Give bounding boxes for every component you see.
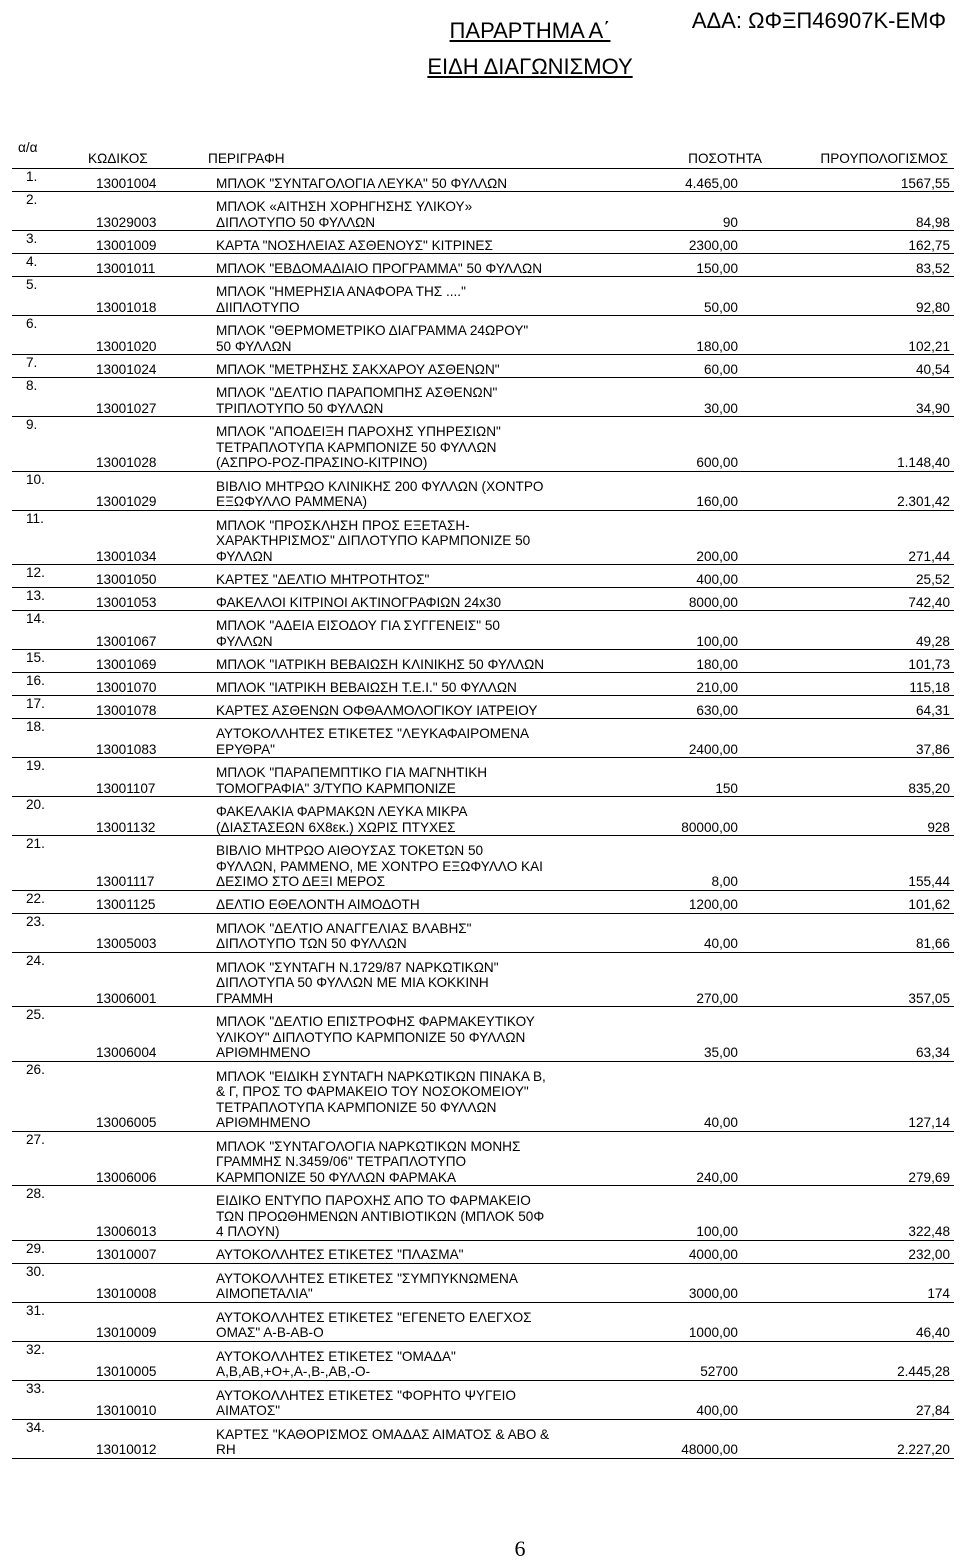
table-row: [12, 1302, 954, 1341]
item-code: 13029003: [96, 214, 157, 230]
item-budget: 115,18: [909, 679, 950, 695]
description-line: ΦΥΛΛΩΝ: [216, 548, 273, 564]
annex-title: ΠΑΡΑΡΤΗΜΑ Α΄: [449, 18, 611, 43]
table-row: [12, 1341, 954, 1380]
description-line: ΓΡΑΜΜΗΣ Ν.3459/06" ΤΕΤΡΑΠΛΟΤΥΠΟ: [216, 1154, 467, 1169]
item-description: [206, 355, 632, 378]
item-budget: 84,98: [915, 214, 950, 230]
description-line: ΜΠΛΟΚ "ΔΕΛΤΙΟ ΑΝΑΓΓΕΛΙΑΣ ΒΛΑΒΗΣ": [216, 920, 472, 936]
page-number: 6: [514, 1536, 526, 1561]
description-line: ΒΙΒΛΙΟ ΜΗΤΡΩΟ ΚΛΙΝΙΚΗΣ 200 ΦΥΛΛΩΝ (ΧΟΝΤΡΟ: [216, 478, 544, 494]
table-row: [12, 254, 954, 277]
item-quantity: 150: [715, 780, 738, 796]
item-description: [206, 1263, 632, 1302]
description-line: ΑΙΜΟΠΕΤΑΛΙΑ": [216, 1286, 313, 1301]
item-quantity: 4.465,00: [685, 175, 738, 191]
item-description: [206, 797, 632, 836]
description-line: ΦΥΛΛΩΝ, ΡΑΜΜΕΝΟ, ΜΕ ΧΟΝΤΡΟ ΕΞΩΦΥΛΛΟ ΚΑΙ: [216, 858, 543, 874]
item-budget: 101,62: [908, 897, 950, 912]
description-line: ΜΠΛΟΚ "ΙΑΤΡΙΚΗ ΒΕΒΑΙΩΣΗ Τ.Ε.Ι." 50 ΦΥΛΛΩΝ: [216, 679, 517, 695]
item-quantity: 210,00: [696, 679, 738, 695]
description-line: (ΔΙΑΣΤΑΣΕΩΝ 6Χ8εκ.) ΧΩΡΙΣ ΠΤΥΧΕΣ: [216, 819, 456, 835]
table-row: [12, 231, 954, 254]
item-quantity: 270,00: [696, 990, 738, 1006]
item-description: [206, 952, 632, 1007]
item-quantity: 100,00: [696, 633, 738, 649]
item-quantity: 240,00: [696, 1169, 738, 1185]
item-code: 13001024: [96, 361, 157, 377]
item-code: 13001028: [96, 455, 157, 470]
item-budget: 64,31: [915, 702, 950, 718]
description-line: ΜΠΛΟΚ "ΠΑΡΑΠΕΜΠΤΙΚΟ ΓΙΑ ΜΑΓΝΗΤΙΚΗ: [216, 765, 488, 780]
description-line: ΕΞΩΦΥΛΛΟ ΡΑΜΜΕΝΑ): [216, 494, 368, 509]
row-number: 24.: [26, 952, 45, 968]
item-budget: 46,40: [915, 1325, 950, 1340]
item-quantity: 200,00: [696, 548, 738, 564]
description-line: ΜΠΛΟΚ "ΕΒΔΟΜΑΔΙΑΙΟ ΠΡΟΓΡΑΜΜΑ" 50 ΦΥΛΛΩΝ: [216, 260, 543, 276]
item-budget: 40,54: [915, 361, 950, 377]
table-row: [12, 277, 954, 316]
description-line: ΦΑΚΕΛΑΚΙΑ ΦΑΡΜΑΚΩΝ ΛΕΥΚΑ ΜΙΚΡΑ: [216, 804, 468, 819]
row-number: 5.: [26, 277, 38, 292]
item-budget: 155,44: [908, 874, 950, 889]
table-row: [12, 1263, 954, 1302]
row-number: 14.: [26, 611, 45, 626]
item-budget: 322,48: [908, 1224, 950, 1239]
description-line: ΑΡΙΘΜΗΜΕΝΟ: [216, 1045, 311, 1060]
table-row: [12, 1380, 954, 1419]
table-row: [12, 673, 954, 696]
item-code: 13001107: [96, 780, 156, 796]
description-line: ΚΑΡΤΑ "ΝΟΣΗΛΕΙΑΣ ΑΣΘΕΝΟΥΣ" ΚΙΤΡΙΝΕΣ: [216, 237, 493, 253]
item-budget: 1.148,40: [897, 455, 950, 470]
description-line: Α,Β,ΑΒ,+Ο+,Α-,Β-,ΑΒ,-Ο-: [216, 1364, 371, 1379]
item-description: [206, 192, 632, 231]
row-number: 32.: [26, 1341, 45, 1357]
item-description: [206, 1302, 632, 1341]
row-number: 15.: [26, 650, 45, 665]
description-line: ΑΡΙΘΜΗΜΕΝΟ: [216, 1115, 311, 1130]
row-number: 20.: [26, 797, 45, 812]
item-code: 13001027: [96, 400, 157, 416]
row-number: 30.: [26, 1263, 45, 1279]
table-row: [12, 471, 954, 510]
item-description: [206, 1380, 632, 1419]
item-description: [206, 169, 632, 192]
item-description: [206, 231, 632, 254]
item-budget: 34,90: [915, 400, 950, 416]
item-code: 13001011: [96, 260, 156, 276]
description-line: ΤΡΙΠΛΟΤΥΠΟ 50 ΦΥΛΛΩΝ: [216, 400, 384, 416]
table-row: [12, 1007, 954, 1062]
row-number: 12.: [26, 565, 45, 580]
col-header-aa: α/α: [18, 140, 38, 155]
item-quantity: 52700: [700, 1364, 738, 1379]
description-line: ΔΙΠΛΟΤΥΠΟ ΤΩΝ 50 ΦΥΛΛΩΝ: [216, 936, 407, 951]
description-line: ΑΥΤΟΚΟΛΛΗΤΕΣ ΕΤΙΚΕΤΕΣ "ΛΕΥΚΑΦΑΙΡΟΜΕΝΑ: [216, 726, 530, 741]
table-row: [12, 913, 954, 952]
item-budget: 2.445,28: [897, 1364, 950, 1379]
item-budget: 174: [927, 1286, 950, 1301]
item-description: [206, 890, 632, 913]
row-number: 11.: [26, 510, 44, 526]
description-line: ΕΡΥΘΡΑ": [216, 741, 275, 757]
description-line: (ΑΣΠΡΟ-ΡΟΖ-ΠΡΑΣΙΝΟ-ΚΙΤΡΙΝΟ): [216, 455, 428, 470]
table-row: [12, 565, 954, 588]
item-description: [206, 1341, 632, 1380]
table-row: [12, 797, 954, 836]
description-line: ΧΑΡΑΚΤΗΡΙΣΜΟΣ" ΔΙΠΛΟΤΥΠΟ ΚΑΡΜΠΟΝΙΖΕ 50: [216, 533, 531, 548]
row-number: 6.: [26, 316, 38, 331]
row-number: 10.: [26, 471, 45, 487]
item-quantity: 600,00: [696, 455, 738, 470]
description-line: ΑΥΤΟΚΟΛΛΗΤΕΣ ΕΤΙΚΕΤΕΣ "ΣΥΜΠΥΚΝΩΜΕΝΑ: [216, 1270, 518, 1286]
item-quantity: 400,00: [696, 571, 738, 587]
description-line: ΜΠΛΟΚ "ΣΥΝΤΑΓΗ Ν.1729/87 ΝΑΡΚΩΤΙΚΩΝ": [216, 959, 499, 975]
description-line: ΜΠΛΟΚ "ΗΜΕΡΗΣΙΑ ΑΝΑΦΟΡΑ ΤΗΣ ....": [216, 284, 466, 299]
table-row: [12, 890, 954, 913]
description-line: ΕΙΔΙΚΟ ΕΝΤΥΠΟ ΠΑΡΟΧΗΣ ΑΠΟ ΤΟ ΦΑΡΜΑΚΕΙΟ: [216, 1193, 531, 1208]
item-budget: 81,66: [915, 936, 950, 951]
item-code: 13001069: [96, 656, 157, 672]
item-description: [206, 673, 632, 696]
item-quantity: 150,00: [696, 260, 738, 276]
item-quantity: 40,00: [703, 1115, 738, 1130]
item-quantity: 400,00: [696, 1403, 738, 1418]
item-description: [206, 1419, 632, 1458]
description-line: ΔΕΛΤΙΟ ΕΘΕΛΟΝΤΗ ΑΙΜΟΔΟΤΗ: [216, 897, 420, 912]
item-code: 13001125: [96, 897, 156, 912]
col-header-quantity: ΠΟΣΟΤΗΤΑ: [688, 150, 762, 166]
item-code: 13001070: [96, 679, 157, 695]
row-number: 2.: [26, 192, 38, 207]
item-code: 13010010: [96, 1403, 157, 1418]
item-budget: 279,69: [908, 1169, 950, 1185]
row-number: 19.: [26, 758, 45, 773]
item-description: [206, 611, 632, 650]
table-row: [12, 1131, 954, 1186]
item-budget: 27,84: [915, 1403, 950, 1418]
item-description: [206, 1186, 632, 1241]
row-number: 27.: [26, 1131, 45, 1147]
row-number: 22.: [26, 890, 45, 906]
item-description: [206, 471, 632, 510]
item-description: [206, 1007, 632, 1062]
description-line: ΓΡΑΜΜΗ: [216, 990, 274, 1006]
item-budget: 25,52: [915, 571, 950, 587]
ada-code: ΑΔΑ: ΩΦΞΠ46907Κ-ΕΜΦ: [691, 8, 946, 33]
row-number: 8.: [26, 378, 38, 393]
item-quantity: 180,00: [696, 656, 738, 672]
row-number: 16.: [26, 673, 45, 688]
item-quantity: 180,00: [696, 338, 738, 354]
item-description: [206, 1240, 632, 1263]
description-line: ΦΑΚΕΛΛΟΙ ΚΙΤΡΙΝΟΙ ΑΚΤΙΝΟΓΡΑΦΙΩΝ 24x30: [216, 594, 502, 610]
item-description: [206, 696, 632, 719]
row-number: 23.: [26, 913, 45, 929]
table-row: [12, 378, 954, 417]
description-line: ΑΥΤΟΚΟΛΛΗΤΕΣ ΕΤΙΚΕΤΕΣ "ΠΛΑΣΜΑ": [216, 1247, 464, 1262]
item-code: 13001004: [96, 175, 157, 191]
description-line: ΔΕΣΙΜΟ ΣΤΟ ΔΕΞΙ ΜΕΡΟΣ: [216, 874, 386, 889]
table-row: [12, 192, 954, 231]
row-number: 18.: [26, 719, 45, 734]
item-quantity: 4000,00: [688, 1247, 738, 1262]
description-line: ΦΥΛΛΩΝ: [216, 633, 273, 649]
table-row: [12, 169, 954, 192]
item-code: 13001132: [96, 819, 156, 835]
item-description: [206, 1061, 632, 1131]
table-row: [12, 588, 954, 611]
description-line: ΤΕΤΡΑΠΛΟΤΥΠΑ ΚΑΡΜΠΟΝΙΖΕ 50 ΦΥΛΛΩΝ: [216, 1099, 497, 1115]
item-code: 13010007: [96, 1247, 157, 1262]
table-row: [12, 316, 954, 355]
table-header-row: [12, 138, 954, 169]
item-code: 13001020: [96, 338, 157, 354]
item-code: 13001078: [96, 702, 157, 718]
item-budget: 83,52: [915, 260, 950, 276]
description-line: ΜΠΛΟΚ "ΣΥΝΤΑΓΟΛΟΓΙΑ ΝΑΡΚΩΤΙΚΩΝ ΜΟΝΗΣ: [216, 1138, 521, 1154]
table-row: [12, 1240, 954, 1263]
description-line: ΜΠΛΟΚ "ΜΕΤΡΗΣΗΣ ΣΑΚΧΑΡΟΥ ΑΣΘΕΝΩΝ": [216, 361, 500, 377]
item-description: [206, 316, 632, 355]
item-budget: 102,21: [908, 338, 950, 354]
description-line: ΔΙΙΠΛΟΤΥΠΟ: [216, 299, 300, 315]
description-line: ΜΠΛΟΚ "ΘΕΡΜΟΜΕΤΡΙΚΟ ΔΙΑΓΡΑΜΜΑ 24ΩΡΟΥ": [216, 323, 529, 338]
table-row: [12, 611, 954, 650]
item-budget: 1567,55: [900, 175, 950, 191]
description-line: ΜΠΛΟΚ "ΣΥΝΤΑΓΟΛΟΓΙΑ ΛΕΥΚΑ" 50 ΦΥΛΛΩΝ: [216, 175, 508, 191]
item-quantity: 160,00: [696, 494, 738, 509]
description-line: ΜΠΛΟΚ "ΙΑΤΡΙΚΗ ΒΕΒΑΙΩΣΗ ΚΛΙΝΙΚΗΣ 50 ΦΥΛΛΩΝ: [216, 656, 545, 672]
row-number: 9.: [26, 417, 38, 432]
description-line: 50 ΦΥΛΛΩΝ: [216, 338, 292, 354]
row-number: 25.: [26, 1007, 45, 1022]
col-header-budget: ΠΡΟΥΠΟΛΟΓΙΣΜΟΣ: [820, 150, 948, 166]
item-code: 13010005: [96, 1364, 157, 1379]
table-row: [12, 696, 954, 719]
item-description: [206, 510, 632, 565]
table-row: [12, 417, 954, 472]
row-number: 7.: [26, 355, 38, 370]
row-number: 31.: [26, 1302, 45, 1318]
row-number: 33.: [26, 1380, 45, 1396]
item-budget: 37,86: [915, 741, 950, 757]
item-quantity: 100,00: [696, 1224, 738, 1239]
description-line: ΜΠΛΟΚ "ΑΔΕΙΑ ΕΙΣΟΔΟΥ ΓΙΑ ΣΥΓΓΕΝΕΙΣ" 50: [216, 618, 500, 633]
table-row: [12, 355, 954, 378]
item-budget: 63,34: [915, 1045, 950, 1060]
item-budget: 232,00: [908, 1247, 950, 1262]
description-line: ΚΑΡΜΠΟΝΙΖΕ 50 ΦΥΛΛΩΝ ΦΑΡΜΑΚΑ: [216, 1169, 457, 1185]
item-budget: 49,28: [915, 633, 950, 649]
item-quantity: 8000,00: [688, 594, 738, 610]
item-code: 13005003: [96, 936, 157, 951]
description-line: ΤΩΝ ΠΡΟΩΘΗΜΕΝΩΝ ΑΝΤΙΒΙΟΤΙΚΩΝ (ΜΠΛΟΚ 50Φ: [216, 1208, 545, 1224]
item-quantity: 40,00: [703, 936, 738, 951]
description-line: ΚΑΡΤΕΣ ΑΣΘΕΝΩΝ ΟΦΘΑΛΜΟΛΟΓΙΚΟΥ ΙΑΤΡΕΙΟΥ: [216, 702, 538, 718]
item-description: [206, 650, 632, 673]
description-line: ΔΙΠΛΟΤΥΠΟ 50 ΦΥΛΛΩΝ: [216, 214, 376, 230]
description-line: ΚΑΡΤΕΣ "ΚΑΘΟΡΙΣΜΟΣ ΟΜΑΔΑΣ ΑΙΜΑΤΟΣ & ΑΒΟ &: [216, 1426, 550, 1442]
item-description: [206, 758, 632, 797]
item-budget: 92,80: [915, 299, 950, 315]
item-description: [206, 836, 632, 891]
item-code: 13006005: [96, 1115, 157, 1130]
item-quantity: 2300,00: [688, 237, 738, 253]
items-table: [12, 138, 954, 1459]
item-code: 13010009: [96, 1325, 157, 1340]
item-description: [206, 378, 632, 417]
item-code: 13006006: [96, 1169, 157, 1185]
item-code: 13001029: [96, 494, 157, 509]
annex-subtitle: ΕΙΔΗ ΔΙΑΓΩΝΙΣΜΟΥ: [427, 54, 633, 79]
description-line: 4 ΠΛΟΥΝ): [216, 1224, 280, 1239]
row-number: 3.: [26, 231, 38, 246]
item-description: [206, 588, 632, 611]
item-code: 13001117: [96, 874, 155, 889]
item-code: 13001018: [96, 299, 157, 315]
item-quantity: 30,00: [703, 400, 738, 416]
table-row: [12, 836, 954, 891]
description-line: ΑΙΜΑΤΟΣ": [216, 1403, 281, 1418]
item-quantity: 2400,00: [688, 741, 738, 757]
description-line: ΥΛΙΚΟΥ" ΔΙΠΛΟΤΥΠΟ ΚΑΡΜΠΟΝΙΖΕ 50 ΦΥΛΛΩΝ: [216, 1029, 526, 1045]
description-line: & Γ, ΠΡΟΣ ΤΟ ΦΑΡΜΑΚΕΙΟ ΤΟΥ ΝΟΣΟΚΟΜΕΙΟΥ": [216, 1084, 529, 1099]
item-code: 13001009: [96, 237, 157, 253]
row-number: 1.: [26, 169, 38, 184]
item-quantity: 8,00: [711, 874, 738, 889]
item-code: 13001050: [96, 571, 157, 587]
description-line: ΜΠΛΟΚ "ΠΡΟΣΚΛΗΣΗ ΠΡΟΣ ΕΞΕΤΑΣΗ-: [216, 517, 470, 533]
item-code: 13006001: [96, 990, 157, 1006]
item-code: 13001034: [96, 548, 157, 564]
item-quantity: 48000,00: [681, 1442, 738, 1457]
description-line: ΜΠΛΟΚ "ΕΙΔΙΚΗ ΣΥΝΤΑΓΗ ΝΑΡΚΩΤΙΚΩΝ ΠΙΝΑΚΑ Β,: [216, 1068, 546, 1084]
item-quantity: 630,00: [696, 702, 738, 718]
item-budget: 101,73: [908, 656, 950, 672]
description-line: ΜΠΛΟΚ "ΔΕΛΤΙΟ ΠΑΡΑΠΟΜΠΗΣ ΑΣΘΕΝΩΝ": [216, 385, 498, 400]
table-row: [12, 1186, 954, 1241]
description-line: ΒΙΒΛΙΟ ΜΗΤΡΩΟ ΑΙΘΟΥΣΑΣ ΤΟΚΕΤΩΝ 50: [216, 843, 484, 858]
description-line: RH: [216, 1442, 236, 1457]
item-code: 13006013: [96, 1224, 157, 1239]
description-line: ΟΜΑΣ" Α-Β-ΑΒ-Ο: [216, 1325, 324, 1340]
item-code: 13010012: [96, 1442, 157, 1457]
item-budget: 162,75: [908, 237, 950, 253]
item-quantity: 90: [722, 214, 738, 230]
item-budget: 2.301,42: [897, 494, 950, 509]
description-line: ΜΠΛΟΚ «ΑΙΤΗΣΗ ΧΟΡΗΓΗΣΗΣ ΥΛΙΚΟΥ»: [216, 199, 473, 214]
table-row: [12, 952, 954, 1007]
description-line: ΤΕΤΡΑΠΛΟΤΥΠΑ ΚΑΡΜΠΟΝΙΖΕ 50 ΦΥΛΛΩΝ: [216, 439, 497, 455]
description-line: ΑΥΤΟΚΟΛΛΗΤΕΣ ΕΤΙΚΕΤΕΣ "ΟΜΑΔΑ": [216, 1348, 456, 1364]
item-quantity: 35,00: [703, 1045, 738, 1060]
row-number: 4.: [26, 254, 38, 269]
item-description: [206, 565, 632, 588]
item-budget: 271,44: [908, 548, 950, 564]
item-code: 13006004: [96, 1045, 157, 1060]
description-line: ΚΑΡΤΕΣ "ΔΕΛΤΙΟ ΜΗΤΡΟΤΗΤΟΣ": [216, 571, 430, 587]
description-line: ΜΠΛΟΚ "ΑΠΟΔΕΙΞΗ ΠΑΡΟΧΗΣ ΥΠΗΡΕΣΙΩΝ": [216, 424, 501, 439]
item-quantity: 60,00: [703, 361, 738, 377]
item-code: 13001053: [96, 594, 157, 610]
description-line: ΑΥΤΟΚΟΛΛΗΤΕΣ ΕΤΙΚΕΤΕΣ "ΦΟΡΗΤΟ ΨΥΓΕΙΟ: [216, 1387, 516, 1403]
description-line: ΔΙΠΛΟΤΥΠΑ 50 ΦΥΛΛΩΝ ΜΕ ΜΙΑ ΚΟΚΚΙΝΗ: [216, 975, 489, 990]
item-budget: 357,05: [908, 990, 950, 1006]
table-row: [12, 650, 954, 673]
item-quantity: 1200,00: [688, 897, 738, 912]
table-row: [12, 719, 954, 758]
item-code: 13001067: [96, 633, 157, 649]
item-description: [206, 417, 632, 472]
row-number: 34.: [26, 1419, 45, 1435]
row-number: 13.: [26, 588, 45, 603]
item-budget: 835,20: [908, 780, 950, 796]
description-line: ΑΥΤΟΚΟΛΛΗΤΕΣ ΕΤΙΚΕΤΕΣ "ΕΓΕΝΕΤΟ ΕΛΕΓΧΟΣ: [216, 1309, 532, 1325]
item-quantity: 80000,00: [681, 819, 738, 835]
row-number: 26.: [26, 1061, 45, 1077]
table-row: [12, 758, 954, 797]
item-quantity: 50,00: [703, 299, 738, 315]
item-code: 13010008: [96, 1286, 157, 1301]
item-budget: 742,40: [908, 594, 950, 610]
item-quantity: 3000,00: [688, 1286, 738, 1301]
col-header-description: ΠΕΡΙΓΡΑΦΗ: [208, 150, 285, 166]
item-description: [206, 1131, 632, 1186]
item-code: 13001083: [96, 741, 157, 757]
table-row: [12, 1419, 954, 1458]
description-line: ΜΠΛΟΚ "ΔΕΛΤΙΟ ΕΠΙΣΤΡΟΦΗΣ ΦΑΡΜΑΚΕΥΤΙΚΟΥ: [216, 1014, 535, 1029]
row-number: 29.: [26, 1240, 45, 1256]
table-row: [12, 510, 954, 565]
item-budget: 2.227,20: [897, 1442, 950, 1457]
item-budget: 928: [927, 819, 950, 835]
item-quantity: 1000,00: [688, 1325, 738, 1340]
item-budget: 127,14: [908, 1115, 950, 1130]
row-number: 28.: [26, 1186, 45, 1201]
item-description: [206, 277, 632, 316]
row-number: 21.: [26, 836, 45, 851]
item-description: [206, 719, 632, 758]
item-description: [206, 913, 632, 952]
description-line: ΤΟΜΟΓΡΑΦΙΑ" 3/ΤΥΠΟ ΚΑΡΜΠΟΝΙΖΕ: [216, 780, 456, 796]
row-number: 17.: [26, 696, 45, 711]
table-row: [12, 1061, 954, 1131]
col-header-code: ΚΩΔΙΚΟΣ: [88, 150, 148, 166]
item-description: [206, 254, 632, 277]
